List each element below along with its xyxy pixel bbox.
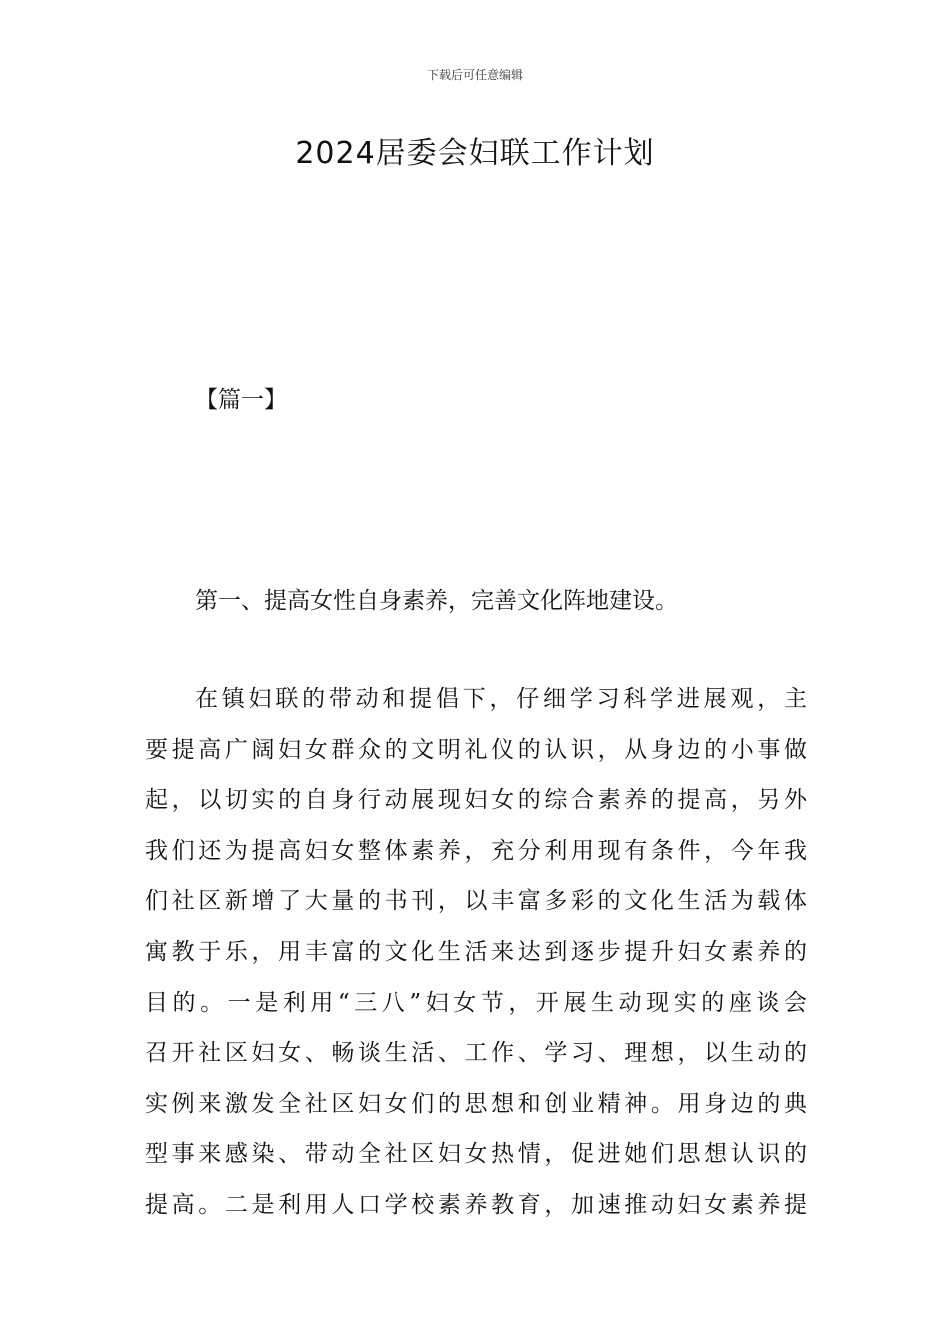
paragraph-line: 提高。二是利用人口学校素养教育，加速推动妇女素养提 xyxy=(145,1191,807,1218)
paragraph-line: 起，以切实的自身行动展现妇女的综合素养的提高，另外 xyxy=(145,787,807,814)
paragraph-line: 在镇妇联的带动和提倡下，仔细学习科学进展观，主 xyxy=(195,686,807,712)
paragraph-line: 召开社区妇女、畅谈生活、工作、学习、理想，以生动的 xyxy=(145,1040,807,1067)
paragraph-line: 型事来感染、带动全社区妇女热情，促进她们思想认识的 xyxy=(145,1141,807,1168)
paragraph-line: 我们还为提高妇女整体素养，充分利用现有条件，今年我 xyxy=(145,837,807,864)
paragraph-line: 们社区新增了大量的书刊，以丰富多彩的文化生活为载体 xyxy=(145,888,807,915)
section-label: 【篇一】 xyxy=(195,387,287,413)
paragraph-line: 寓教于乐，用丰富的文化生活来达到逐步提升妇女素养的 xyxy=(145,938,807,965)
section-heading: 第一、提高女性自身素养，完善文化阵地建设。 xyxy=(195,588,678,614)
body-paragraph xyxy=(145,674,807,1231)
document-title: 2024居委会妇联工作计划 xyxy=(295,136,655,171)
paragraph-line: 实例来激发全社区妇女们的思想和创业精神。用身边的典 xyxy=(145,1090,807,1117)
paragraph-line: 目的。一是利用“三八”妇女节，开展生动现实的座谈会 xyxy=(145,989,807,1016)
header-note: 下载后可任意编辑 xyxy=(426,68,523,82)
paragraph-line: 要提高广阔妇女群众的文明礼仪的认识，从身边的小事做 xyxy=(145,736,807,763)
